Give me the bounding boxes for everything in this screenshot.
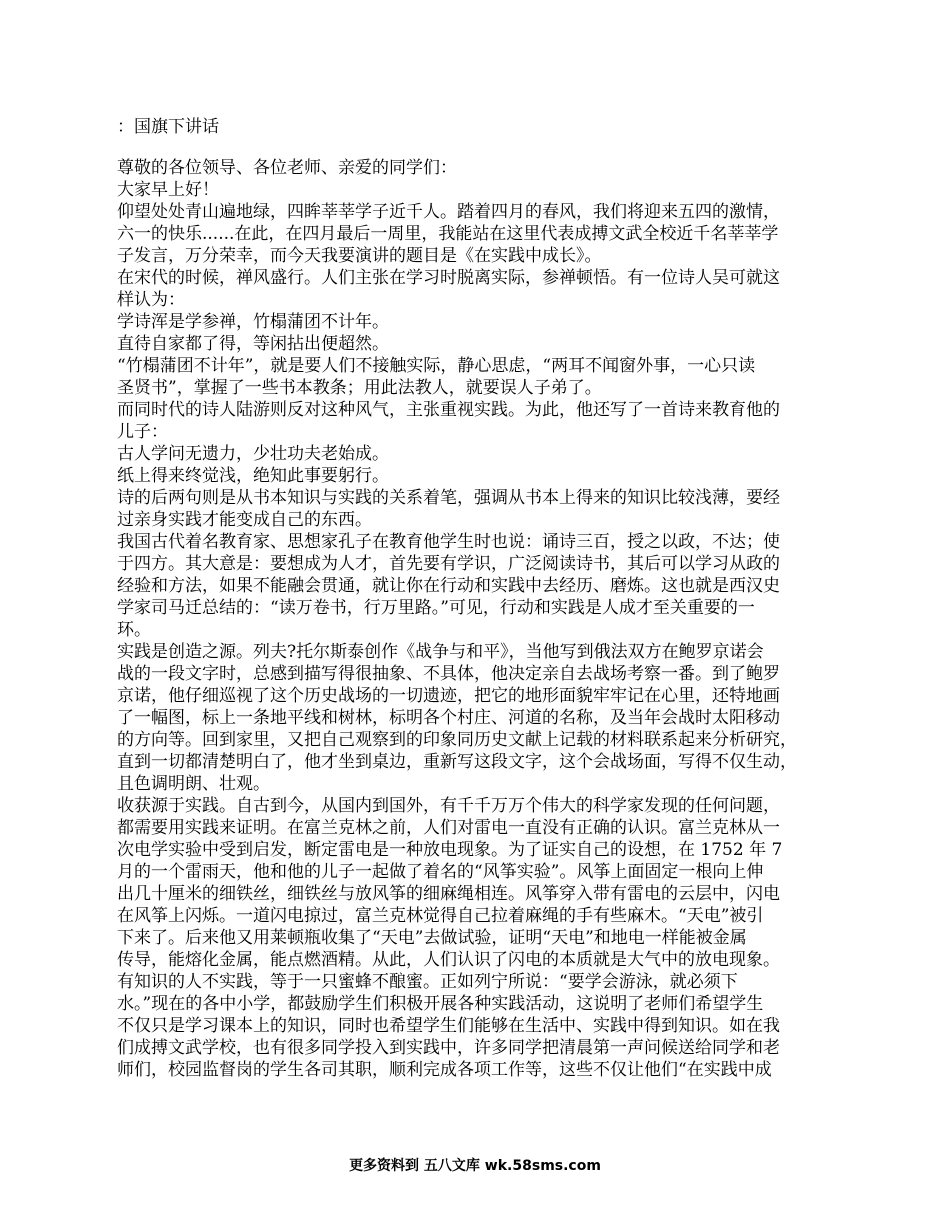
text-line: 在宋代的时候，禅风盛行。人们主张在学习时脱离实际，参禅顿悟。有一位诗人吴可就这 bbox=[117, 268, 780, 288]
text-line: 仰望处处青山遍地绿，四眸莘莘学子近千人。踏着四月的春风，我们将迎来五四的激情， bbox=[117, 202, 780, 222]
text-line: 样认为： bbox=[117, 290, 185, 310]
text-line: 都需要用实践来证明。在富兰克林之前，人们对雷电一直没有正确的认识。富兰克林从一 bbox=[117, 818, 780, 838]
text-line: 我国古代着名教育家、思想家孔子在教育他学生时也说：诵诗三百，授之以政，不达；使 bbox=[117, 532, 780, 552]
text-line: 战的一段文字时，总感到描写得很抽象、不具体，他决定亲自去战场考察一番。到了鲍罗 bbox=[117, 664, 780, 684]
text-line: 且色调明朗、壮观。 bbox=[117, 774, 270, 794]
text-line: 圣贤书”，掌握了一些书本教条；用此法教人，就要误人子弟了。 bbox=[117, 378, 602, 398]
text-line: 收获源于实践。自古到今，从国内到国外，有千千万万个伟大的科学家发现的任何问题， bbox=[117, 796, 780, 816]
text-line: 诗的后两句则是从书本知识与实践的关系着笔，强调从书本上得来的知识比较浅薄，要经 bbox=[117, 488, 780, 508]
text-line: 学家司马迁总结的：“读万卷书，行万里路。”可见，行动和实践是人成才至关重要的一 bbox=[117, 598, 755, 618]
text-line: 直待自家都了得，等闲拈出便超然。 bbox=[117, 334, 389, 354]
text-line: 于四方。其大意是：要想成为人才，首先要有学识，广泛阅读诗书，其后可以学习从政的 bbox=[117, 554, 780, 574]
text-line: 儿子： bbox=[117, 422, 168, 442]
text-line: 下来了。后来他又用莱顿瓶收集了“天电”去做试验，证明“天电”和地电一样能被金属 bbox=[117, 928, 747, 948]
text-line: 师们，校园监督岗的学生各司其职，顺利完成各项工作等，这些不仅让他们“在实践中成 bbox=[117, 1060, 772, 1080]
text-line: 大家早上好！ bbox=[117, 180, 219, 200]
text-line: 传导，能熔化金属，能点燃酒精。从此，人们认识了闪电的本质就是大气中的放电现象。 bbox=[117, 950, 780, 970]
document-title: ：国旗下讲话 bbox=[117, 117, 219, 137]
text-line: “竹榻蒲团不计年”，就是要人们不接触实际，静心思虑，“两耳不闻窗外事，一心只读 bbox=[117, 356, 756, 376]
text-line: 们成搏文武学校，也有很多同学投入到实践中，许多同学把清晨第一声问候送给同学和老 bbox=[117, 1038, 780, 1058]
text-line: 有知识的人不实践，等于一只蜜蜂不酿蜜。正如列宁所说：“要学会游泳，就必须下 bbox=[117, 972, 738, 992]
text-line: 实践是创造之源。列夫?托尔斯泰创作《战争与和平》，当他写到俄法双方在鲍罗京诺会 bbox=[117, 642, 764, 662]
document-body bbox=[117, 157, 837, 1081]
text-line: 了一幅图，标上一条地平线和树林，标明各个村庄、河道的名称，及当年会战时太阳移动 bbox=[117, 708, 780, 728]
text-line: 水。”现在的各中小学，都鼓励学生们积极开展各种实践活动，这说明了老师们希望学生 bbox=[117, 994, 764, 1014]
text-line: 古人学问无遗力，少壮功夫老始成。 bbox=[117, 444, 389, 464]
text-line: 出几十厘米的细铁丝，细铁丝与放风筝的细麻绳相连。风筝穿入带有雷电的云层中，闪电 bbox=[117, 884, 780, 904]
text-line: 在风筝上闪烁。一道闪电掠过，富兰克林觉得自己拉着麻绳的手有些麻木。“天电”被引 bbox=[117, 906, 764, 926]
text-line: 尊敬的各位领导、各位老师、亲爱的同学们： bbox=[117, 158, 457, 178]
text-line: 经验和方法，如果不能融会贯通，就让你在行动和实践中去经历、磨炼。这也就是西汉史 bbox=[117, 576, 780, 596]
text-line: 而同时代的诗人陆游则反对这种风气，主张重视实践。为此，他还写了一首诗来教育他的 bbox=[117, 400, 780, 420]
text-line: 的方向等。回到家里，又把自己观察到的印象同历史文献上记载的材料联系起来分析研究， bbox=[117, 730, 797, 750]
text-line: 直到一切都清楚明白了，他才坐到桌边，重新写这段文字，这个会战场面，写得不仅生动， bbox=[117, 752, 797, 772]
text-line: 次电学实验中受到启发，断定雷电是一种放电现象。为了证实自己的设想，在 1752 年 7 bbox=[117, 840, 783, 860]
text-line: 不仅只是学习课本上的知识，同时也希望学生们能够在生活中、实践中得到知识。如在我 bbox=[117, 1016, 780, 1036]
text-line: 京诺，他仔细巡视了这个历史战场的一切遗迹，把它的地形面貌牢牢记在心里，还特地画 bbox=[117, 686, 780, 706]
text-line: 月的一个雷雨天，他和他的儿子一起做了着名的“风筝实验”。风筝上面固定一根向上伸 bbox=[117, 862, 764, 882]
text-line: 学诗浑是学参禅，竹榻蒲团不计年。 bbox=[117, 312, 389, 332]
text-line: 六一的快乐......在此，在四月最后一周里，我能站在这里代表成搏文武全校近千名莘莘学 bbox=[117, 224, 779, 244]
text-line: 过亲身实践才能变成自己的东西。 bbox=[117, 510, 372, 530]
text-line: 环。 bbox=[117, 620, 151, 640]
text-line: 纸上得来终觉浅，绝知此事要躬行。 bbox=[117, 466, 389, 486]
text-line: 子发言，万分荣幸，而今天我要演讲的题目是《在实践中成长》。 bbox=[117, 246, 602, 266]
footer-promo-text: 更多资料到 五八文库 wk.58sms.com bbox=[349, 1158, 601, 1174]
